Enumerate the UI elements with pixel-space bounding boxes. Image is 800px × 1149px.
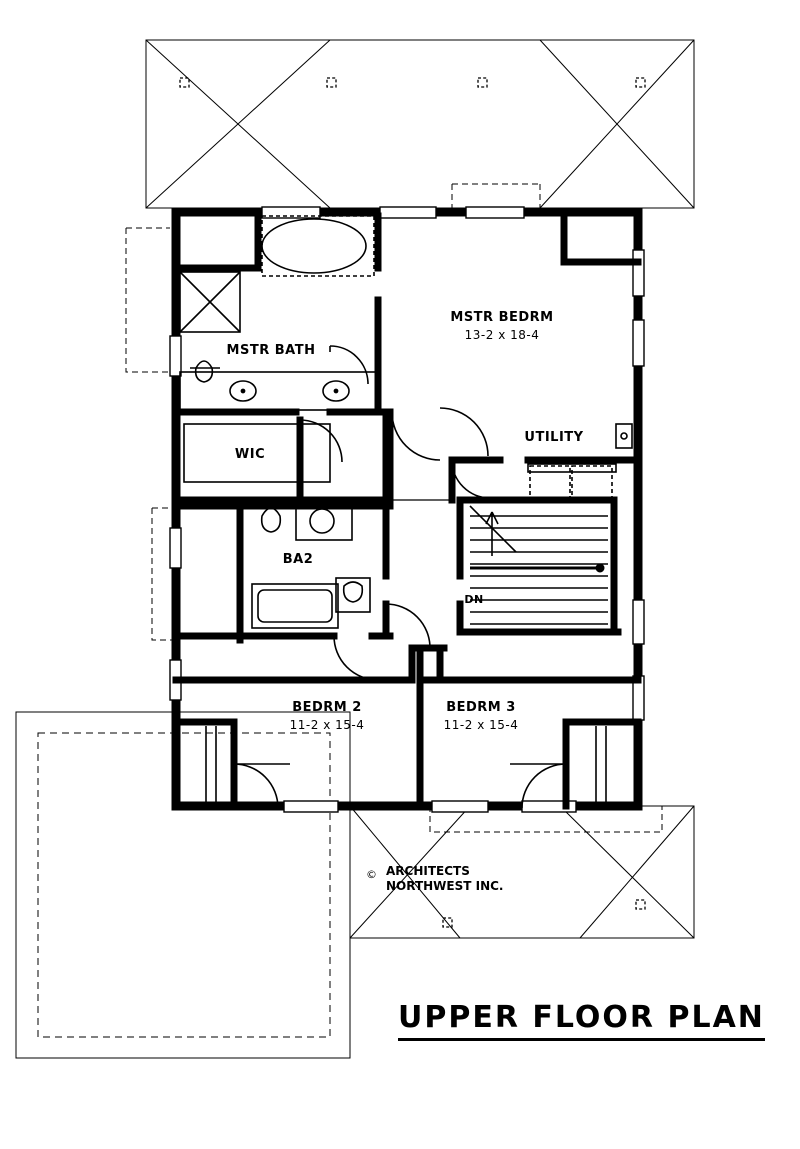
room-dim-mstr-bedrm: 13-2 x 18-4	[464, 328, 540, 342]
architect-credit-line2: NORTHWEST INC.	[386, 879, 504, 893]
room-dim-bedrm-2: 11-2 x 15-4	[289, 718, 365, 732]
room-label-bedrm-2: BEDRM 2	[292, 700, 362, 715]
room-label-wic: WIC	[234, 447, 266, 462]
copyright-icon: ©	[366, 868, 377, 881]
stair-direction-label: DN	[464, 593, 484, 606]
room-label-mstr-bedrm: MSTR BEDRM	[450, 310, 554, 325]
architect-credit-line1: ARCHITECTS	[386, 864, 470, 878]
architect-credit	[386, 864, 504, 894]
room-label-mstr-bath: MSTR BATH	[226, 343, 316, 358]
room-label-utility: UTILITY	[524, 430, 584, 445]
room-label-ba2: BA2	[282, 552, 314, 567]
room-label-bedrm-3: BEDRM 3	[446, 700, 516, 715]
room-dim-bedrm-3: 11-2 x 15-4	[443, 718, 519, 732]
plan-title: UPPER FLOOR PLAN	[398, 1000, 765, 1041]
